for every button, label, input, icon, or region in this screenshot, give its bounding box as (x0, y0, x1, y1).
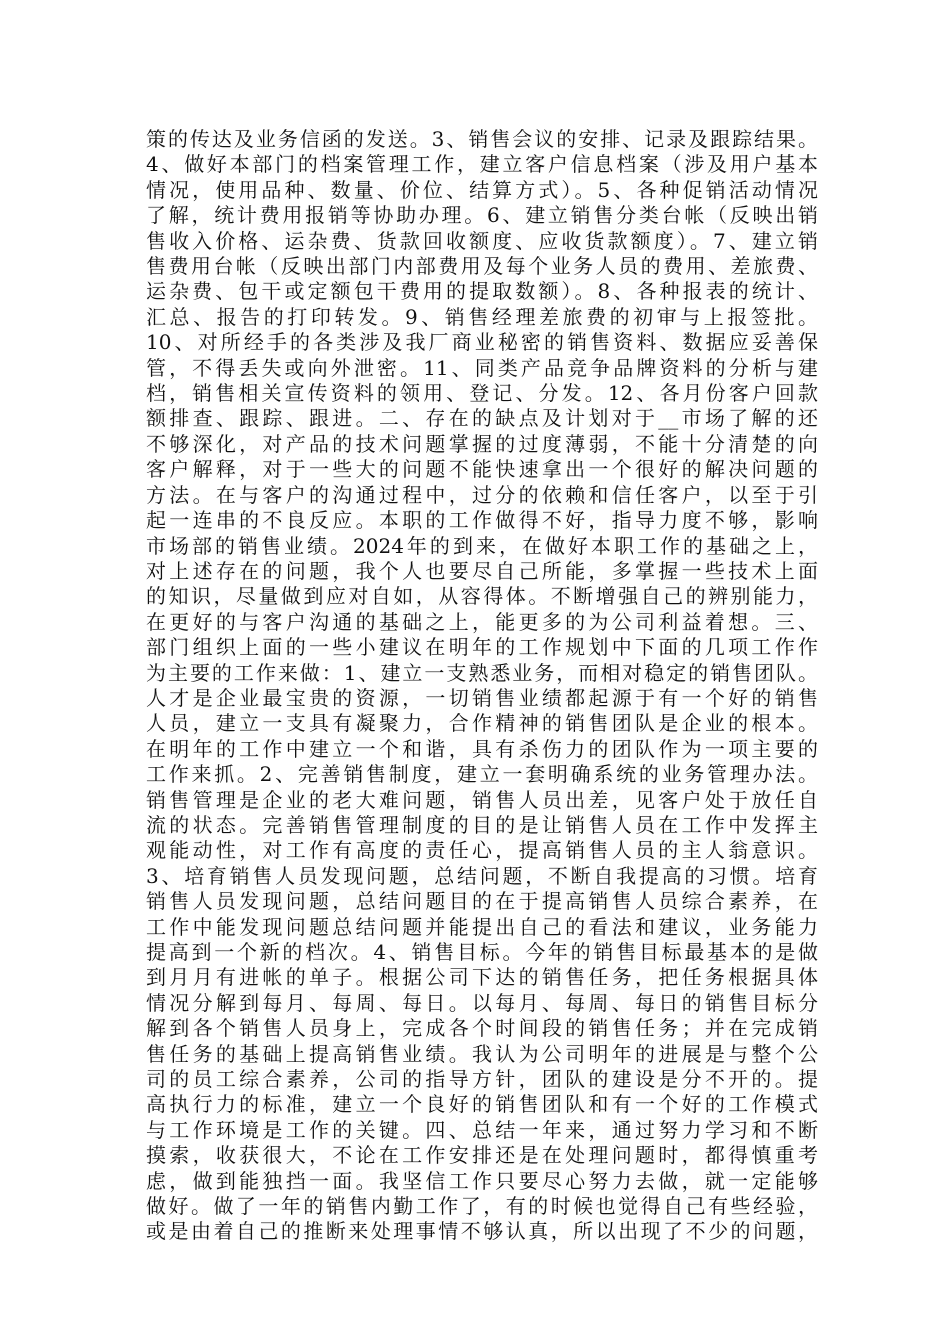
text-line: 在明年的工作中建立一个和谐，具有杀伤力的团队作为一项主要的 (146, 736, 818, 761)
text-line: 做好。做了一年的销售内勤工作了，有的时候也觉得自己有些经验， (146, 1194, 818, 1219)
text-line: 人才是企业最宝贵的资源，一切销售业绩都起源于有一个好的销售 (146, 685, 818, 710)
text-line: 观能动性，对工作有高度的责任心，提高销售人员的主人翁意识。 (146, 838, 818, 863)
text-line: 管，不得丢失或向外泄密。11、同类产品竞争品牌资料的分析与建 (146, 355, 818, 380)
text-line: 虑，做到能独挡一面。我坚信工作只要尽心努力去做，就一定能够 (146, 1168, 818, 1193)
text-line: 人员，建立一支具有凝聚力，合作精神的销售团队是企业的根本。 (146, 711, 818, 736)
text-line: 高执行力的标准，建立一个良好的销售团队和有一个好的工作模式 (146, 1092, 818, 1117)
text-line: 市场部的销售业绩。2024年的到来，在做好本职工作的基础之上， (146, 533, 818, 558)
text-line: 或是由着自己的推断来处理事情不够认真，所以出现了不少的问题， (146, 1219, 818, 1244)
text-line: 销售人员发现问题，总结问题目的在于提高销售人员综合素养，在 (146, 889, 818, 914)
text-line: 额排查、跟踪、跟进。二、存在的缺点及计划对于__市场了解的还 (146, 406, 818, 431)
text-line: 对上述存在的问题，我个人也要尽自己所能，多掌握一些技术上面 (146, 558, 818, 583)
text-line: 汇总、报告的打印转发。9、销售经理差旅费的初审与上报签批。 (146, 304, 818, 329)
text-line: 售收入价格、运杂费、货款回收额度、应收货款额度）。7、建立销 (146, 228, 818, 253)
text-line: 情况，使用品种、数量、价位、结算方式）。5、各种促销活动情况 (146, 177, 818, 202)
text-line: 提高到一个新的档次。4、销售目标。今年的销售目标最基本的是做 (146, 940, 818, 964)
text-line: 不够深化，对产品的技术问题掌握的过度薄弱，不能十分清楚的向 (146, 431, 818, 456)
body-paragraph (146, 127, 818, 1245)
text-line: 10、对所经手的各类涉及我厂商业秘密的销售资料、数据应妥善保 (146, 330, 818, 355)
text-line: 售费用台帐（反映出部门内部费用及每个业务人员的费用、差旅费、 (146, 254, 818, 279)
text-line: 工作中能发现问题总结问题并能提出自己的看法和建议，业务能力 (146, 914, 818, 939)
text-line: 到月月有进帐的单子。根据公司下达的销售任务，把任务根据具体 (146, 965, 818, 990)
text-line: 摸索，收获很大，不论在工作安排还是在处理问题时，都得慎重考 (146, 1143, 818, 1168)
text-line: 流的状态。完善销售管理制度的目的是让销售人员在工作中发挥主 (146, 812, 818, 837)
text-line: 策的传达及业务信函的发送。3、销售会议的安排、记录及跟踪结果。 (146, 127, 818, 151)
text-line: 的知识，尽量做到应对自如，从容得体。不断增强自己的辨别能力， (146, 584, 818, 609)
text-line: 司的员工综合素养，公司的指导方针，团队的建设是分不开的。提 (146, 1067, 818, 1092)
text-line: 与工作环境是工作的关键。四、总结一年来，通过努力学习和不断 (146, 1117, 818, 1142)
text-line: 方法。在与客户的沟通过程中，过分的依赖和信任客户，以至于引 (146, 482, 818, 507)
text-line: 工作来抓。2、完善销售制度，建立一套明确系统的业务管理办法。 (146, 762, 818, 787)
text-line: 售任务的基础上提高销售业绩。我认为公司明年的进展是与整个公 (146, 1041, 818, 1066)
text-line: 情况分解到每月、每周、每日。以每月、每周、每日的销售目标分 (146, 990, 818, 1015)
text-line: 起一连串的不良反应。本职的工作做得不好，指导力度不够，影响 (146, 508, 818, 533)
text-line: 了解，统计费用报销等协助办理。6、建立销售分类台帐（反映出销 (146, 203, 818, 228)
text-line: 运杂费、包干或定额包干费用的提取数额）。8、各种报表的统计、 (146, 279, 818, 304)
text-line: 4、做好本部门的档案管理工作，建立客户信息档案（涉及用户基本 (146, 152, 818, 177)
text-line: 解到各个销售人员身上，完成各个时间段的销售任务；并在完成销 (146, 1016, 818, 1041)
text-line: 3、培育销售人员发现问题，总结问题，不断自我提高的习惯。培育 (146, 863, 818, 888)
text-line: 部门组织上面的一些小建议在明年的工作规划中下面的几项工作作 (146, 635, 818, 660)
text-line: 档，销售相关宣传资料的领用、登记、分发。12、各月份客户回款 (146, 381, 818, 406)
text-line: 客户解释，对于一些大的问题不能快速拿出一个很好的解决问题的 (146, 457, 818, 482)
text-line: 销售管理是企业的老大难问题，销售人员出差，见客户处于放任自 (146, 787, 818, 812)
text-line: 在更好的与客户沟通的基础之上，能更多的为公司利益着想。三、 (146, 609, 818, 634)
text-line: 为主要的工作来做：1、建立一支熟悉业务，而相对稳定的销售团队。 (146, 660, 818, 685)
